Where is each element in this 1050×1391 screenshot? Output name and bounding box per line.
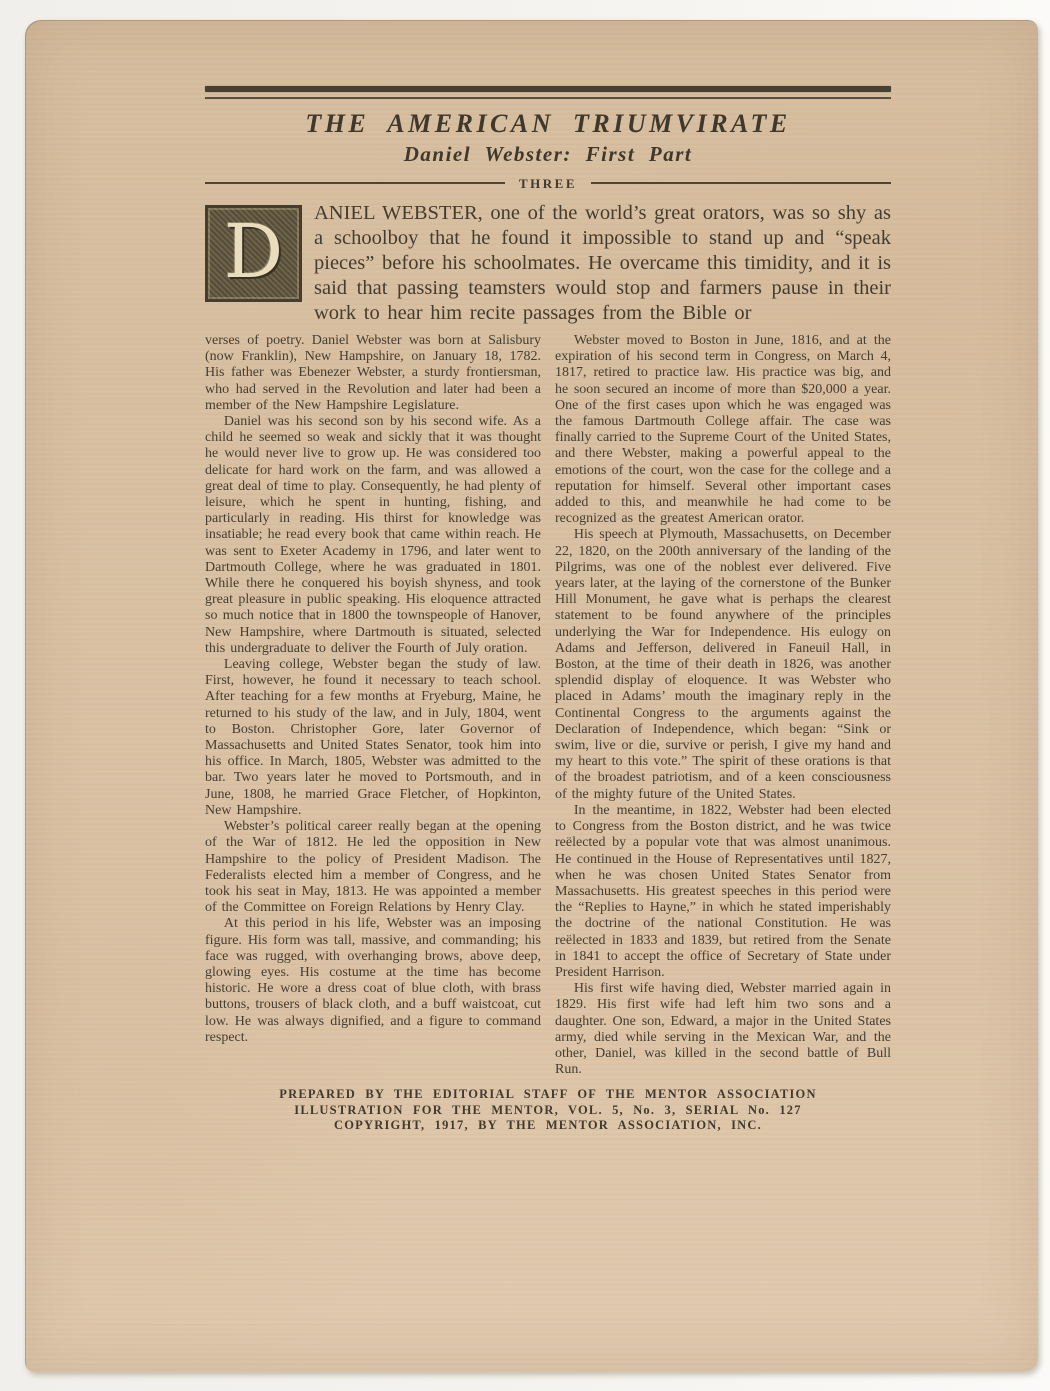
lead-paragraph — [205, 201, 891, 326]
paragraph: Webster moved to Boston in June, 1816, and at the expiration of his second term in Congress, on March 4, 1817, retired to practice law. His practice was big, and he soon secured an income of more than $20,000 a year. One of the first cases upon which he was engaged was the famous Dartmouth College affair. The case was finally carried to the Supreme Court of the United States, and there Webster, making a powerful appeal to the emotions of the court, won the case for the college and a reputation for himself. Several other important cases added to this, and meanwhile he had come to be recognized as the greatest American orator. — [555, 333, 891, 527]
page-content — [205, 86, 891, 1134]
paragraph: In the meantime, in 1822, Webster had been elected to Congress from the Boston district, and he was twice reëlected by a popular vote that was almost unanimous. He continued in the House of Representatives until 1827, when he was chosen United States Senator from Massachusetts. His greatest speeches in this period were the “Replies to Hayne,” in which he stated imperishably the doctrine of the national Constitution. He was reëlected in 1833 and 1839, but retired from the Senate in 1841 to accept the office of Secretary of State under President Harrison. — [555, 802, 891, 980]
paragraph: verses of poetry. Daniel Webster was born at Salisbury (now Franklin), New Hampshire, on January 18, 1782. His father was Ebenezer Webster, a sturdy frontiersman, who had served in the Revolution and later had been a member of the New Hampshire Legislature. — [205, 333, 541, 413]
right-column — [555, 333, 891, 1078]
section-rule-right — [591, 182, 891, 184]
paragraph: At this period in his life, Webster was an imposing figure. His form was tall, massive, and commanding; his face was rugged, with overhanging brows, above deep, glowing eyes. His costume at the time has become historic. He wore a dress coat of blue cloth, with brass buttons, trousers of black cloth, and a buff waistcoat, cut low. He was always dignified, and a figure to command respect. — [205, 916, 541, 1045]
section-marker — [205, 176, 891, 190]
footer-line-prepared: PREPARED BY THE EDITORIAL STAFF OF THE MENTOR ASSOCIATION — [279, 1087, 817, 1102]
section-rule-left — [205, 182, 505, 184]
left-column — [205, 333, 541, 1078]
section-label: THREE — [519, 175, 578, 191]
paragraph: Webster’s political career really began at the opening of the War of 1812. He led the opposition in New Hampshire to the policy of President Madison. The Federalists elected him a member of Congress, and he took his seat in May, 1813. He was appointed a member of the Committee on Foreign Relations by Henry Clay. — [205, 819, 541, 916]
paragraph: Leaving college, Webster began the study of law. First, however, he found it necessary to teach school. After teaching for a few months at Fryeburg, Maine, he returned to his study of the law, and in July, 1804, went to Boston. Christopher Gore, later Governor of Massachusetts and United States Senator, took him into his office. In March, 1805, Webster was admitted to the bar. Two years later he moved to Portsmouth, and in June, 1808, he married Grace Fletcher, of Hopkinton, New Hampshire. — [205, 657, 541, 818]
page-title: THE AMERICAN TRIUMVIRATE — [305, 109, 791, 138]
drop-cap-box — [205, 205, 302, 302]
footer-line-copyright: COPYRIGHT, 1917, BY THE MENTOR ASSOCIATION, INC. — [334, 1118, 762, 1133]
header-rule-thin — [205, 97, 891, 99]
paragraph: His speech at Plymouth, Massachusetts, on December 22, 1820, on the 200th anniversary of the landing of the Pilgrims, was one of the noblest ever delivered. Five years later, at the laying of the cornerstone of the Bunker Hill Monument, he gave what is perhaps the clearest statement to be found anywhere of the principles underlying the War for Independence. His eulogy on Adams and Jefferson, delivered in Faneuil Hall, in Boston, at the time of their death in 1826, was another splendid display of eloquence. It was Webster who placed in Adams’ mouth the imaginary reply in the Continental Congress to the arguments against the Declaration of Independence, which began: “Sink or swim, live or die, survive or perish, I give my hand and my heart to this vote.” The spirit of these orations is that of the broadest patriotism, and of a keen consciousness of the mighty future of the United States. — [555, 527, 891, 802]
body-columns — [205, 333, 891, 1078]
paragraph: Daniel was his second son by his second wife. As a child he seemed so weak and sickly that it was thought he would never live to grow up. He was considered too delicate for hard work on the farm, and was allowed a great deal of time to play. Consequently, he had plenty of leisure, which he spent in hunting, fishing, and particularly in reading. His thirst for knowledge was insatiable; he read every book that came within reach. He was sent to Exeter Academy in 1796, and later went to Dartmouth College, where he was graduated in 1801. While there he conquered his boyish shyness, and took great pleasure in public speaking. His eloquence attracted so much notice that in 1800 the townspeople of Hanover, New Hampshire, where Dartmouth is situated, selected this undergraduate to deliver the Fourth of July oration. — [205, 414, 541, 656]
drop-cap-letter: D — [223, 208, 284, 295]
header-rule-thick — [205, 86, 891, 92]
page-subtitle: Daniel Webster: First Part — [403, 142, 693, 166]
footer-line-illustration: ILLUSTRATION FOR THE MENTOR, VOL. 5, No. 3, SERIAL No. 127 — [294, 1102, 802, 1117]
magazine-page — [25, 20, 1038, 1372]
footer-credits — [205, 1087, 891, 1134]
lead-text: ANIEL WEBSTER, one of the world’s great orators, was so shy as a schoolboy that he found it impossible to stand up and “speak pieces” before his schoolmates. He overcame this timidity, and it is said that passing teamsters would stop and farmers pause in their work to hear him recite passages from the Bible or — [314, 202, 891, 324]
paragraph: His first wife having died, Webster married again in 1829. His first wife had left him two sons and a daughter. One son, Edward, a major in the United States army, died while serving in the Mexican War, and the other, Daniel, was killed in the second battle of Bull Run. — [555, 981, 891, 1078]
